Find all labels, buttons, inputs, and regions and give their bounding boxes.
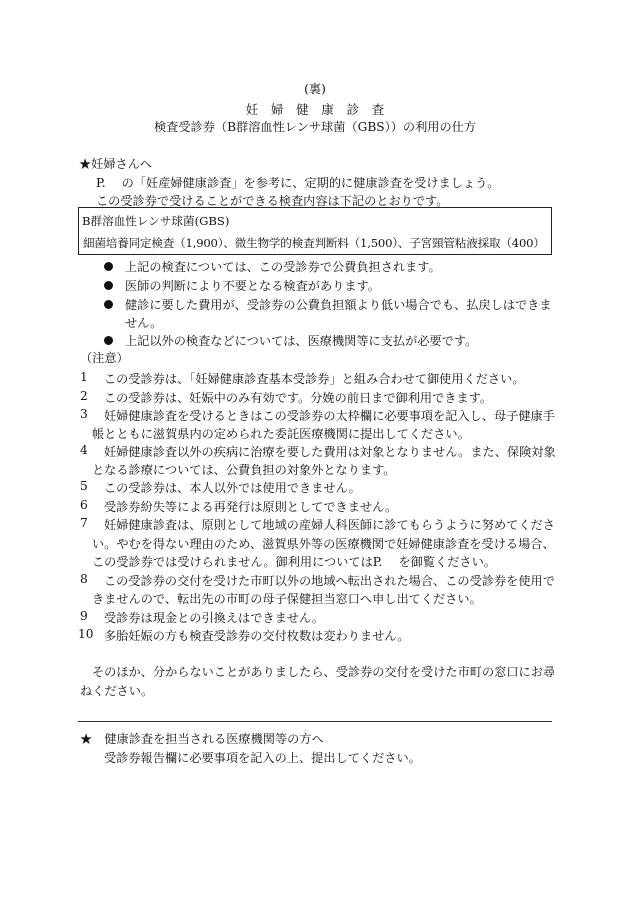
note-text: この受診券は、「妊婦健康診査基本受診券」と組み合わせて御使用ください。 [104, 372, 525, 386]
intro-line-1: P. の「妊産婦健康診査」を参考に、定期的に健康診査を受けましょう。 [96, 176, 500, 190]
exam-box-detail: 細菌培養同定検査（1,900）、微生物学的検査判断料（1,500）、子宮頸管粘液採取（400） [83, 236, 545, 250]
note-number: 10 [78, 627, 94, 641]
note-number: 1 [80, 370, 88, 384]
bullet-item: 上記の検査については、この受診券で公費負担されます。 [125, 260, 441, 274]
note-number: 8 [80, 572, 88, 586]
note-text: 受診券紛失等による再発行は原則としてできません。 [104, 500, 398, 514]
note-number: 6 [80, 498, 88, 512]
note-number: 5 [80, 479, 88, 493]
page-side-label: (裏) [304, 82, 326, 96]
bullet-icon [104, 262, 113, 271]
intro-line-2: この受診券で受けることができる検査内容は下記のとおりです。 [96, 194, 449, 208]
note-text: この受診券は、本人以外では使用できません。 [104, 481, 361, 495]
notes-heading: （注意） [80, 351, 129, 365]
exam-box-title: B群溶血性レンサ球菌(GBS) [82, 214, 230, 228]
bullet-item-continuation: せん。 [125, 316, 163, 330]
note-number: 4 [80, 443, 88, 457]
section-divider [78, 721, 552, 722]
bullet-item: 健診に要した費用が、受診券の公費負担額より低い場合でも、払戻しはできま [125, 298, 552, 312]
intro-heading: ★妊婦さんへ [79, 157, 152, 171]
note-text: 妊婦健康診査は、原則として地域の産婦人科医師に診てもらうように努めてくださ [104, 518, 555, 532]
bullet-item: 医師の判断により不要となる検査があります。 [125, 279, 380, 293]
institutions-line: 受診券報告欄に必要事項を記入の上、提出してください。 [104, 751, 421, 765]
page-title: 妊 婦 健 康 診 査 [245, 102, 385, 117]
note-number: 9 [80, 609, 88, 623]
note-text: 受診券は現金との引換えはできません。 [104, 611, 325, 625]
institutions-heading: ★ 健康診査を担当される医療機関等の方へ [80, 732, 324, 746]
closing-line-2: ねください。 [80, 684, 154, 698]
bullet-item: 上記以外の検査などについては、医療機関等に支払が必要です。 [125, 334, 478, 348]
note-number: 2 [80, 389, 88, 403]
note-number: 7 [80, 516, 88, 530]
closing-line-1: そのほか、分からないことがありましたら、受診券の交付を受けた市町の窓口にお尋 [92, 665, 556, 679]
note-text: 妊婦健康診査以外の疾病に治療を要した費用は対象となりません。また、保険対象 [104, 445, 556, 459]
bullet-icon [104, 281, 113, 290]
bullet-icon [104, 300, 113, 309]
note-text: 多胎妊娠の方も検査受診券の交付枚数は変わりません。 [104, 629, 410, 643]
note-text: この受診券の交付を受けた市町以外の地域へ転出された場合、この受診券を使用で [104, 574, 555, 588]
note-number: 3 [80, 407, 88, 421]
note-text: この受診券は、妊娠中のみ有効です。分娩の前日まで御利用できます。 [104, 391, 493, 405]
note-text: この受診券では受けられません。御利用についてはP. を御覧ください。 [92, 555, 496, 569]
bullet-icon [104, 336, 113, 345]
note-text: となる診療については、公費負担の対象外となります。 [92, 463, 396, 477]
page-subtitle: 検査受診券（B群溶血性レンサ球菌（GBS））の利用の仕方 [153, 120, 477, 134]
note-text: きませんので、転出先の市町の母子保健担当窓口へ申し出てください。 [92, 592, 482, 606]
note-text: い。やむを得ない理由のため、滋賀県外等の医療機関で妊婦健康診査を受ける場合、 [92, 537, 555, 551]
note-text: 帳とともに滋賀県内の定められた委託医療機関に提出してください。 [92, 427, 470, 441]
note-text: 妊婦健康診査を受けるときはこの受診券の太枠欄に必要事項を記入し、母子健康手 [104, 409, 555, 423]
